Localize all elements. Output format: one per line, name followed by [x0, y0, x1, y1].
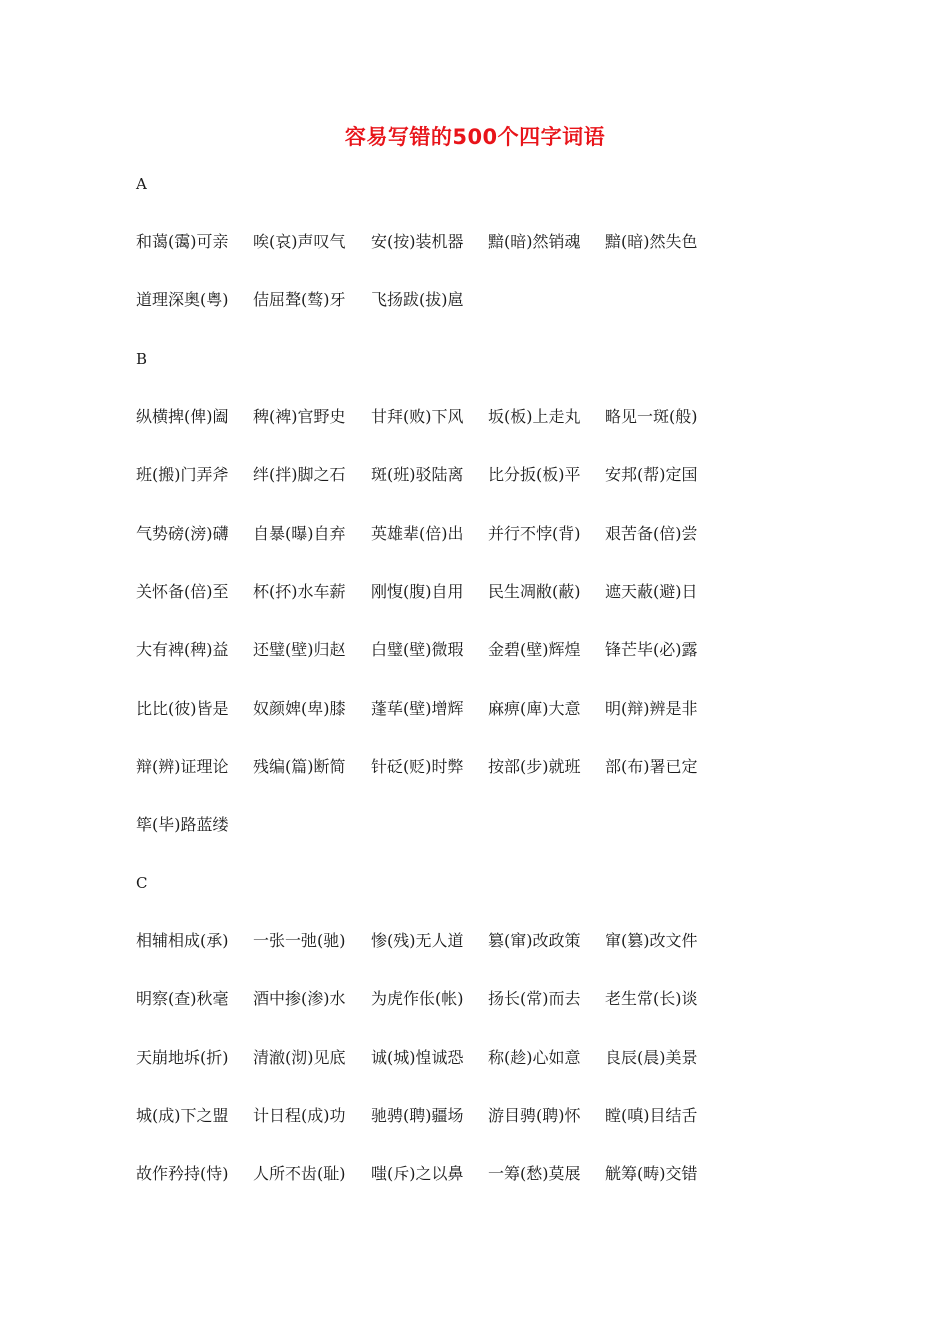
word-entry: 部(布)署已定 [605, 757, 698, 776]
word-entry: 针砭(贬)时弊 [371, 757, 464, 776]
word-entry: 佶屈聱(骜)牙 [253, 290, 346, 309]
word-entry: 游目骋(聘)怀 [488, 1106, 581, 1125]
word-entry: 明(辩)辨是非 [605, 699, 698, 718]
word-entry: 觥筹(畴)交错 [605, 1164, 698, 1183]
word-entry: 斑(班)驳陆离 [371, 465, 464, 484]
word-entry: 天崩地坼(折) [136, 1048, 229, 1067]
word-entry: 奴颜婢(卑)膝 [253, 699, 346, 718]
word-entry: 气势磅(滂)礴 [136, 524, 229, 543]
word-entry: 筚(毕)路蓝缕 [136, 815, 229, 834]
word-entry: 道理深奥(粤) [136, 290, 229, 309]
word-entry: 按部(步)就班 [488, 757, 581, 776]
word-entry: 民生凋敝(蔽) [488, 582, 581, 601]
section-letter-b: B [136, 350, 148, 368]
word-entry: 白璧(壁)微瑕 [371, 640, 464, 659]
word-entry: 一筹(愁)莫展 [488, 1164, 581, 1183]
page-title: 容易写错的500个四字词语 [344, 125, 606, 149]
word-entry: 关怀备(倍)至 [136, 582, 229, 601]
word-entry: 人所不齿(耻) [253, 1164, 346, 1183]
word-entry: 一张一弛(驰) [253, 931, 346, 950]
section-letter-c: C [136, 874, 148, 892]
word-entry: 比分扳(板)平 [488, 465, 581, 484]
word-entry: 惨(残)无人道 [371, 931, 464, 950]
word-entry: 明察(查)秋毫 [136, 989, 229, 1008]
word-entry: 还璧(壁)归赵 [253, 640, 346, 659]
word-entry: 黯(暗)然销魂 [488, 232, 581, 251]
word-entry: 诚(城)惶诚恐 [371, 1048, 464, 1067]
word-entry: 飞扬跋(拔)扈 [371, 290, 464, 309]
word-entry: 艰苦备(倍)尝 [605, 524, 698, 543]
word-entry: 杯(抔)水车薪 [253, 582, 346, 601]
word-entry: 甘拜(败)下风 [371, 407, 464, 426]
word-entry: 自暴(曝)自弃 [253, 524, 346, 543]
word-entry: 英雄辈(倍)出 [371, 524, 464, 543]
word-entry: 窜(篡)改文件 [605, 931, 698, 950]
word-entry: 麻痹(庳)大意 [488, 699, 581, 718]
word-entry: 金碧(壁)辉煌 [488, 640, 581, 659]
word-entry: 嗤(斥)之以鼻 [371, 1164, 464, 1183]
word-entry: 略见一斑(般) [605, 407, 698, 426]
word-entry: 辩(辨)证理论 [136, 757, 229, 776]
word-entry: 刚愎(腹)自用 [371, 582, 464, 601]
word-entry: 和蔼(霭)可亲 [136, 232, 229, 251]
word-entry: 驰骋(聘)疆场 [371, 1106, 464, 1125]
word-entry: 安邦(帮)定国 [605, 465, 698, 484]
word-entry: 良辰(晨)美景 [605, 1048, 698, 1067]
word-entry: 唉(哀)声叹气 [253, 232, 346, 251]
word-entry: 班(搬)门弄斧 [136, 465, 229, 484]
word-entry: 黯(暗)然失色 [605, 232, 698, 251]
word-entry: 遮天蔽(避)日 [605, 582, 698, 601]
section-letter-a: A [136, 175, 147, 193]
word-entry: 纵横捭(俾)阖 [136, 407, 229, 426]
word-entry: 清澈(沏)见底 [253, 1048, 346, 1067]
word-entry: 坂(板)上走丸 [488, 407, 581, 426]
word-entry: 并行不悖(背) [488, 524, 581, 543]
word-entry: 城(成)下之盟 [136, 1106, 229, 1125]
word-entry: 残编(篇)断简 [253, 757, 346, 776]
word-entry: 篡(窜)改政策 [488, 931, 581, 950]
word-entry: 酒中掺(渗)水 [253, 989, 346, 1008]
word-entry: 锋芒毕(必)露 [605, 640, 698, 659]
word-entry: 安(按)装机器 [371, 232, 464, 251]
word-entry: 称(趁)心如意 [488, 1048, 581, 1067]
word-entry: 瞠(嗔)目结舌 [605, 1106, 698, 1125]
word-entry: 为虎作伥(帐) [371, 989, 464, 1008]
word-entry: 稗(裨)官野史 [253, 407, 346, 426]
word-entry: 相辅相成(承) [136, 931, 229, 950]
word-entry: 大有裨(稗)益 [136, 640, 229, 659]
word-entry: 绊(拌)脚之石 [253, 465, 346, 484]
word-entry: 故作矜持(恃) [136, 1164, 229, 1183]
word-entry: 老生常(长)谈 [605, 989, 698, 1008]
word-entry: 计日程(成)功 [253, 1106, 346, 1125]
word-entry: 蓬荜(壁)增辉 [371, 699, 464, 718]
word-entry: 扬长(常)而去 [488, 989, 581, 1008]
word-entry: 比比(彼)皆是 [136, 699, 229, 718]
